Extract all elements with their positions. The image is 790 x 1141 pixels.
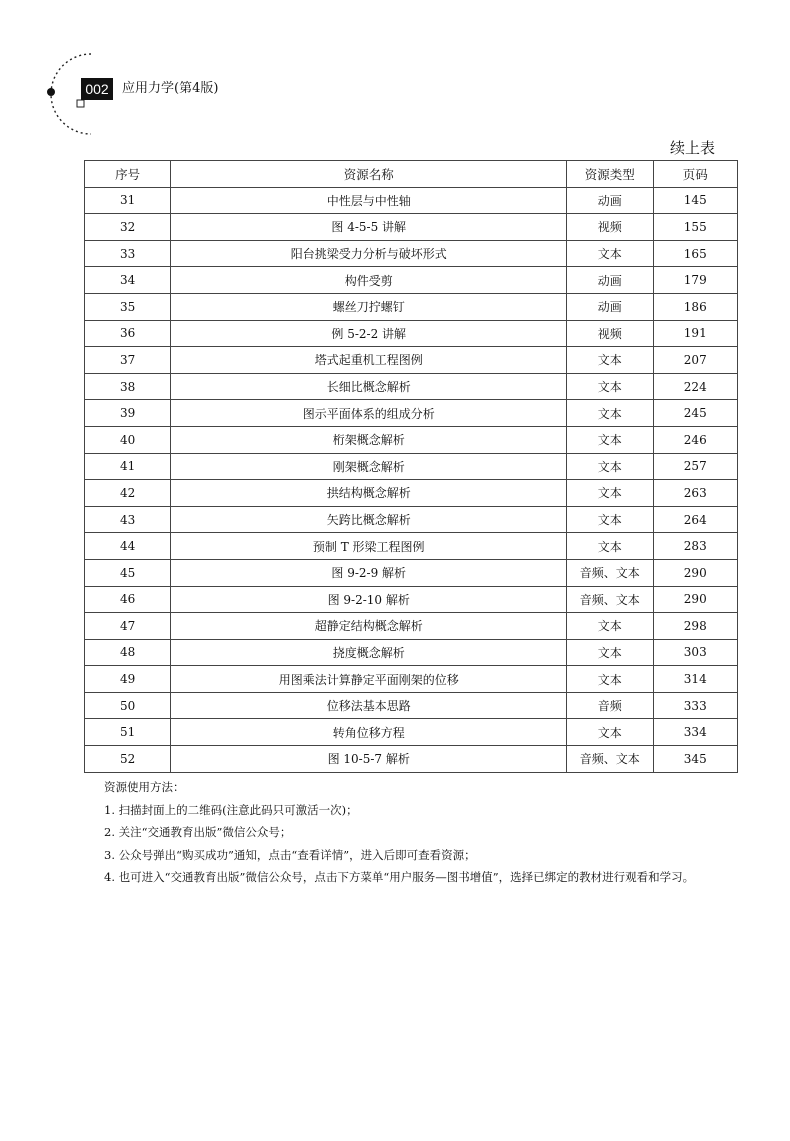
usage-line: 3. 公众号弹出“购买成功”通知，点击“查看详情”，进入后即可查看资源； <box>104 847 476 862</box>
cell-resource-name: 例 5-2-2 讲解 <box>171 320 567 347</box>
table-row <box>85 613 738 640</box>
cell-page: 179 <box>653 267 737 294</box>
table-row <box>85 746 738 773</box>
cell-resource-type: 音频 <box>567 692 653 719</box>
cell-resource-type: 文本 <box>567 506 653 533</box>
cell-resource-name: 位移法基本思路 <box>171 692 567 719</box>
cell-resource-name: 矢跨比概念解析 <box>171 506 567 533</box>
cell-number: 44 <box>85 533 171 560</box>
table-row <box>85 293 738 320</box>
cell-resource-name: 长细比概念解析 <box>171 373 567 400</box>
table-row <box>85 214 738 241</box>
cell-resource-type: 音频、文本 <box>567 586 653 613</box>
cell-resource-name: 超静定结构概念解析 <box>171 613 567 640</box>
table-row <box>85 400 738 427</box>
table-row <box>85 666 738 693</box>
table-row <box>85 559 738 586</box>
cell-resource-name: 拱结构概念解析 <box>171 480 567 507</box>
cell-page: 207 <box>653 347 737 374</box>
cell-number: 36 <box>85 320 171 347</box>
cell-page: 257 <box>653 453 737 480</box>
cell-resource-name: 中性层与中性轴 <box>171 187 567 214</box>
cell-number: 37 <box>85 347 171 374</box>
cell-number: 51 <box>85 719 171 746</box>
cell-number: 52 <box>85 746 171 773</box>
cell-resource-type: 文本 <box>567 719 653 746</box>
cell-page: 298 <box>653 613 737 640</box>
table-header-row <box>85 161 738 188</box>
cell-resource-name: 图 4-5-5 讲解 <box>171 214 567 241</box>
cell-page: 264 <box>653 506 737 533</box>
cell-resource-type: 视频 <box>567 320 653 347</box>
cell-resource-name: 用图乘法计算静定平面刚架的位移 <box>171 666 567 693</box>
table-row <box>85 533 738 560</box>
cell-resource-name: 塔式起重机工程图例 <box>171 347 567 374</box>
cell-number: 39 <box>85 400 171 427</box>
cell-resource-name: 预制 T 形梁工程图例 <box>171 533 567 560</box>
cell-resource-type: 动画 <box>567 267 653 294</box>
column-header-type: 资源类型 <box>567 161 653 188</box>
cell-page: 155 <box>653 214 737 241</box>
cell-number: 38 <box>85 373 171 400</box>
cell-page: 334 <box>653 719 737 746</box>
cell-resource-type: 文本 <box>567 533 653 560</box>
usage-line: 2. 关注“交通教育出版”微信公众号； <box>104 825 292 839</box>
table-row <box>85 240 738 267</box>
table-row <box>85 453 738 480</box>
cell-number: 48 <box>85 639 171 666</box>
cell-page: 186 <box>653 293 737 320</box>
continuation-label: 续上表 <box>670 139 716 157</box>
cell-resource-name: 刚架概念解析 <box>171 453 567 480</box>
cell-resource-name: 螺丝刀拧螺钉 <box>171 293 567 320</box>
table-row <box>85 267 738 294</box>
table-row <box>85 426 738 453</box>
cell-resource-type: 文本 <box>567 400 653 427</box>
cell-page: 246 <box>653 426 737 453</box>
cell-page: 224 <box>653 373 737 400</box>
usage-line: 1. 扫描封面上的二维码(注意此码只可激活一次)； <box>104 802 358 817</box>
cell-resource-type: 文本 <box>567 373 653 400</box>
table-row <box>85 692 738 719</box>
column-header-page: 页码 <box>653 161 737 188</box>
table-row <box>85 320 738 347</box>
cell-resource-type: 音频、文本 <box>567 559 653 586</box>
cell-number: 50 <box>85 692 171 719</box>
cell-resource-type: 音频、文本 <box>567 746 653 773</box>
cell-resource-name: 桁架概念解析 <box>171 426 567 453</box>
cell-number: 35 <box>85 293 171 320</box>
cell-page: 290 <box>653 559 737 586</box>
cell-resource-type: 动画 <box>567 293 653 320</box>
cell-page: 145 <box>653 187 737 214</box>
table-body <box>85 187 738 772</box>
column-header-name: 资源名称 <box>171 161 567 188</box>
cell-number: 49 <box>85 666 171 693</box>
book-title: 应用力学(第4版) <box>122 81 219 96</box>
table-row <box>85 586 738 613</box>
cell-number: 32 <box>85 214 171 241</box>
table-row <box>85 639 738 666</box>
table-row <box>85 480 738 507</box>
cell-page: 191 <box>653 320 737 347</box>
cell-resource-name: 图 9-2-9 解析 <box>171 559 567 586</box>
column-header-number: 序号 <box>85 161 171 188</box>
cell-page: 314 <box>653 666 737 693</box>
cell-resource-type: 文本 <box>567 639 653 666</box>
page-number: 002 <box>81 78 113 100</box>
cell-resource-name: 转角位移方程 <box>171 719 567 746</box>
cell-resource-type: 文本 <box>567 613 653 640</box>
cell-resource-name: 图 9-2-10 解析 <box>171 586 567 613</box>
cell-page: 245 <box>653 400 737 427</box>
cell-resource-type: 文本 <box>567 240 653 267</box>
cell-number: 34 <box>85 267 171 294</box>
cell-resource-name: 构件受剪 <box>171 267 567 294</box>
table-row <box>85 373 738 400</box>
cell-resource-type: 文本 <box>567 666 653 693</box>
cell-resource-name: 挠度概念解析 <box>171 639 567 666</box>
usage-line: 4. 也可进入“交通教育出版”微信公众号，点击下方菜单“用户服务—图书增值”，选择已绑定的教材进行观看和学习。 <box>104 870 695 884</box>
cell-number: 47 <box>85 613 171 640</box>
cell-page: 283 <box>653 533 737 560</box>
cell-number: 46 <box>85 586 171 613</box>
resource-table <box>84 160 738 773</box>
cell-resource-name: 图示平面体系的组成分析 <box>171 400 567 427</box>
cell-number: 40 <box>85 426 171 453</box>
table-row <box>85 506 738 533</box>
cell-resource-type: 文本 <box>567 426 653 453</box>
cell-page: 303 <box>653 639 737 666</box>
cell-number: 31 <box>85 187 171 214</box>
cell-resource-name: 图 10-5-7 解析 <box>171 746 567 773</box>
table-row <box>85 347 738 374</box>
table-row <box>85 187 738 214</box>
cell-resource-type: 动画 <box>567 187 653 214</box>
usage-title: 资源使用方法： <box>104 780 185 794</box>
table-row <box>85 719 738 746</box>
cell-page: 290 <box>653 586 737 613</box>
cell-resource-type: 文本 <box>567 453 653 480</box>
cell-resource-type: 文本 <box>567 480 653 507</box>
usage-instructions <box>104 776 694 889</box>
cell-resource-type: 文本 <box>567 347 653 374</box>
cell-page: 333 <box>653 692 737 719</box>
cell-resource-type: 视频 <box>567 214 653 241</box>
cell-number: 45 <box>85 559 171 586</box>
cell-resource-name: 阳台挑梁受力分析与破坏形式 <box>171 240 567 267</box>
cell-page: 345 <box>653 746 737 773</box>
cell-number: 41 <box>85 453 171 480</box>
cell-page: 165 <box>653 240 737 267</box>
cell-page: 263 <box>653 480 737 507</box>
cell-number: 43 <box>85 506 171 533</box>
cell-number: 42 <box>85 480 171 507</box>
cell-number: 33 <box>85 240 171 267</box>
